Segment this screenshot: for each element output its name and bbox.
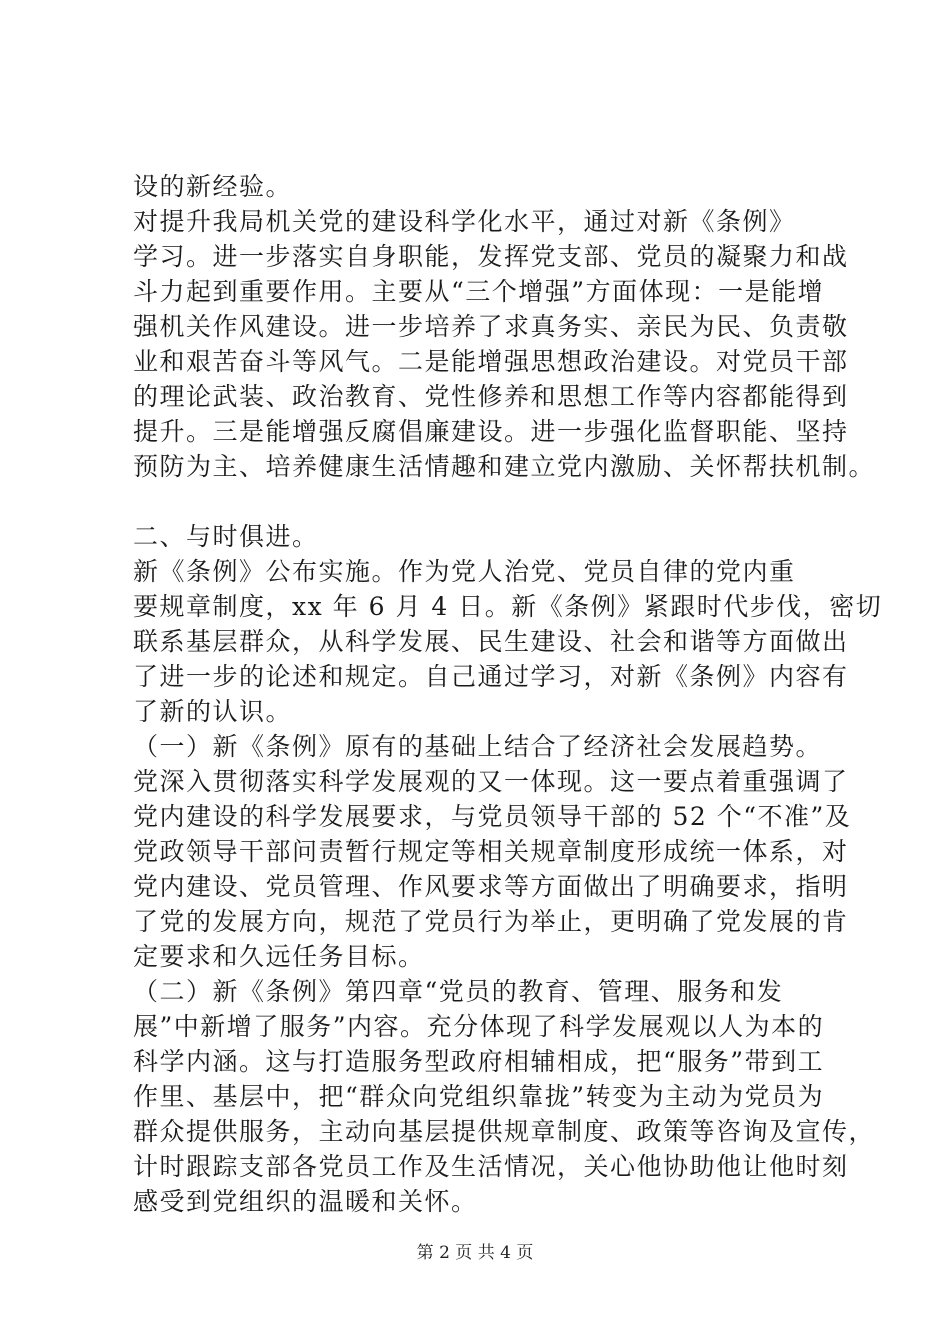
text-line: 党政领导干部问责暂行规定等相关规章制度形成统一体系，对	[133, 837, 849, 866]
text-line: 群众提供服务，主动向基层提供规章制度、政策等咨询及宣传，	[133, 1117, 876, 1146]
text-line: 提升。三是能增强反腐倡廉建设。进一步强化监督职能、坚持	[133, 417, 849, 446]
text-line: 展”中新增了服务”内容。充分体现了科学发展观以人为本的	[133, 1012, 825, 1041]
text-line: 斗力起到重要作用。主要从“三个增强”方面体现：一是能增	[133, 277, 825, 306]
text-line: 预防为主、培养健康生活情趣和建立党内激励、关怀帮扶机制。	[133, 452, 876, 481]
text-line: 对提升我局机关党的建设科学化水平，通过对新《条例》	[133, 207, 796, 236]
text-line: 党内建设、党员管理、作风要求等方面做出了明确要求，指明	[133, 872, 849, 901]
text-line: 要规章制度，xx 年 6 月 4 日。新《条例》紧跟时代步伐，密切	[133, 592, 883, 621]
text-line: 科学内涵。这与打造服务型政府相辅相成，把“服务”带到工	[133, 1047, 825, 1076]
text-line: 的理论武装、政治教育、党性修养和思想工作等内容都能得到	[133, 382, 849, 411]
text-line: 学习。进一步落实自身职能，发挥党支部、党员的凝聚力和战	[133, 242, 849, 271]
text-line: 强机关作风建设。进一步培养了求真务实、亲民为民、负责敬	[133, 312, 849, 341]
text-line: 定要求和久远任务目标。	[133, 942, 425, 971]
page-number-footer: 第 2 页 共 4 页	[416, 1243, 534, 1263]
text-line: （一）新《条例》原有的基础上结合了经济社会发展趋势。	[133, 732, 823, 761]
text-line: 设的新经验。	[133, 172, 293, 201]
section-heading: 二、与时俱进。	[133, 522, 319, 551]
text-line: 了党的发展方向，规范了党员行为举止，更明确了党发展的肯	[133, 907, 849, 936]
text-line: 计时跟踪支部各党员工作及生活情况，关心他协助他让他时刻	[133, 1152, 849, 1181]
text-line: 了进一步的论述和规定。自己通过学习，对新《条例》内容有	[133, 662, 849, 691]
text-line: 感受到党组织的温暖和关怀。	[133, 1187, 478, 1216]
text-line: 作里、基层中，把“群众向党组织靠拢”转变为主动为党员为	[133, 1082, 825, 1111]
text-line: 党内建设的科学发展要求，与党员领导干部的 52 个“不准”及	[133, 802, 852, 831]
text-line: 业和艰苦奋斗等风气。二是能增强思想政治建设。对党员干部	[133, 347, 849, 376]
text-line: 党深入贯彻落实科学发展观的又一体现。这一要点着重强调了	[133, 767, 849, 796]
text-line: 联系基层群众，从科学发展、民生建设、社会和谐等方面做出	[133, 627, 849, 656]
text-line: 新《条例》公布实施。作为党人治党、党员自律的党内重	[133, 557, 796, 586]
text-line: （二）新《条例》第四章“党员的教育、管理、服务和发	[133, 977, 784, 1006]
text-line: 了新的认识。	[133, 697, 293, 726]
